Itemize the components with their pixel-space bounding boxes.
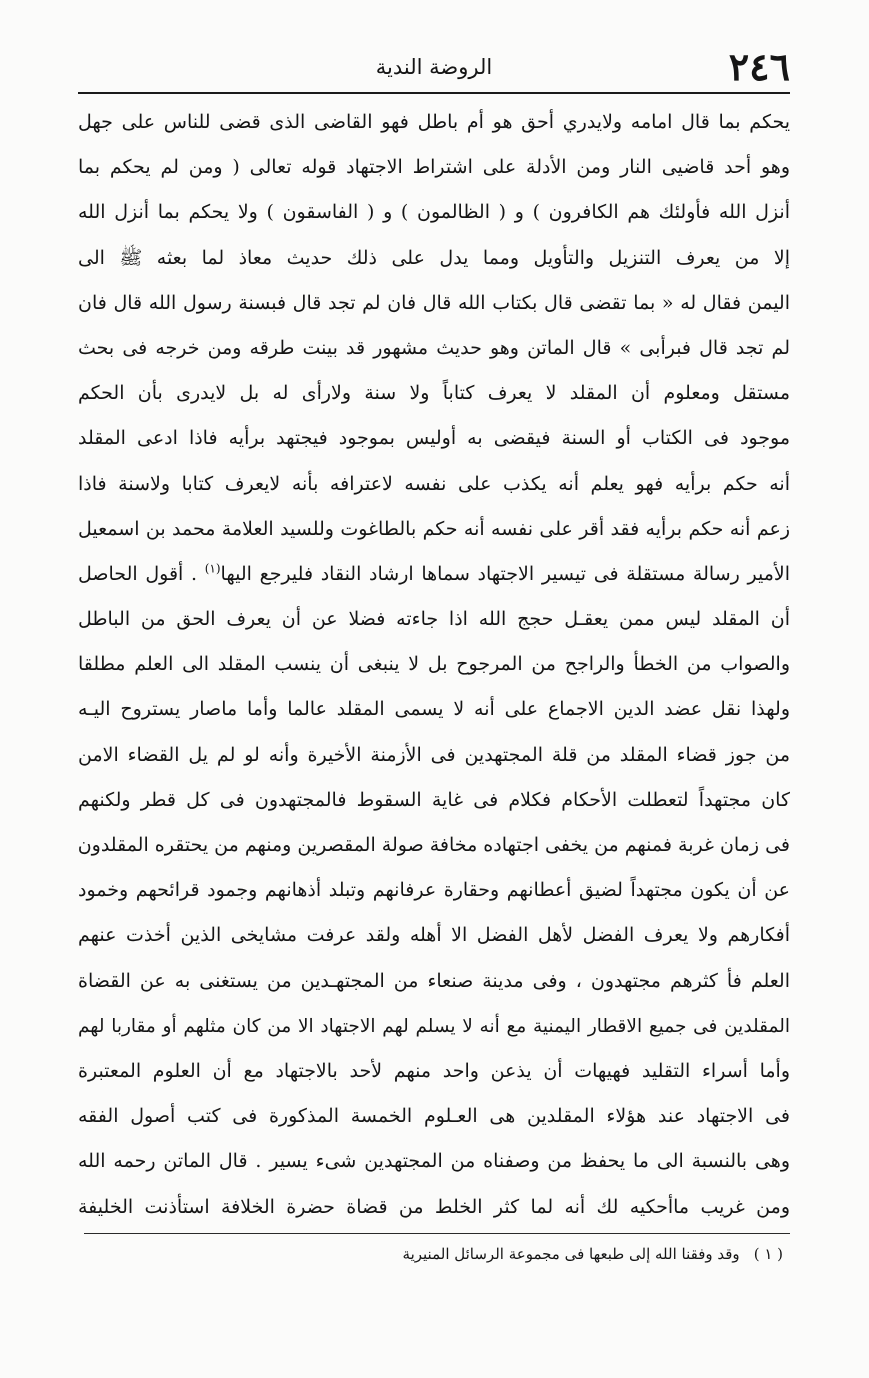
text-line: وهى بالنسبة الى ما يحفظ من وصفناه من المجتهدين شىء يسير . قال الماتن رحمه الله xyxy=(78,1150,790,1173)
text-line: العلم فأ كثرهم مجتهدون ، وفى مدينة صنعاء من المجتهـدين من يستغنى به عن القضاة xyxy=(78,969,790,992)
text-line: موجود فى الكتاب أو السنة فيقضى به أوليس بموجود فيجتهد برأيه فاذا ادعى المقلد xyxy=(78,427,790,450)
page-number: ٢٤٦ xyxy=(728,44,790,89)
text-line: ولهذا نقل عضد الدين الاجماع على أنه لا يسمى المقلد عالما وأما ماصار يستروح اليـه xyxy=(78,698,790,721)
text-line: إلا من يعرف التنزيل والتأويل ومما يدل على ذلك حديث معاذ لما بعثه ﷺ الى xyxy=(78,246,790,269)
running-title: الروضة الندية xyxy=(375,55,493,79)
text-line: أن المقلد ليس ممن يعقـل حجج الله اذا جاءته فضلا عن أن يعرف الحق من الباطل xyxy=(78,608,790,631)
text-line: وأما أسراء التقليد فهيهات أن يذعن واحد منهم لأحد بالاجتهاد مع أن العلوم المعتبرة xyxy=(78,1059,790,1082)
text-line: كان مجتهداً لتعطلت الأحكام فكلام فى غاية السقوط فالمجتهدون فى كل قطر ولكنهم xyxy=(78,788,790,811)
text-line: أنزل الله فأولئك هم الكافرون ) و ( الظالمون ) و ( الفاسقون ) ولا يحكم بما أنزل الله xyxy=(78,201,790,224)
text-line-with-footnote xyxy=(78,552,790,597)
header-rule xyxy=(78,92,790,94)
text-line: والصواب من الخطأ والراجح من المرجوح بل لا ينبغى أن ينسب المقلد الى العلم مطلقا xyxy=(78,653,790,676)
footnote xyxy=(403,1240,783,1268)
main-text xyxy=(78,100,790,1230)
text-segment: . أقول الحاصل xyxy=(78,562,198,585)
footnote-rule xyxy=(84,1233,790,1234)
text-line: مستقل ومعلوم أن المقلد لا يعرف كتاباً ولا سنة ولارأى له بل لايدرى بأن الحكم xyxy=(78,382,790,405)
text-line: يحكم بما قال امامه ولايدري أحق هو أم باطل فهو القاضى الذى قضى للناس على جهل xyxy=(78,111,790,133)
footnote-marker: (١) xyxy=(204,561,221,576)
text-segment: الأمير رسالة مستقلة فى تيسير الاجتهاد سماها ارشاد النقاد فليرجع اليها xyxy=(220,562,790,585)
page-header xyxy=(78,44,790,90)
text-line: المقلدين فى جميع الاقطار اليمنية مع أنه لا يسلم لهم الاجتهاد الا من كان مثلهم أو مقاربا لهم xyxy=(78,1015,790,1037)
text-line: اليمن فقال له « بما تقضى قال بكتاب الله قال فان لم تجد قال فبسنة رسول الله قال فان xyxy=(78,291,790,314)
text-line: لم تجد قال فبرأبى » قال الماتن وهو حديث مشهور قد بينت طرقه ومن خرجه فى بحث xyxy=(78,336,790,359)
footnote-text: وقد وفقنا الله إلى طبعها فى مجموعة الرسائل المنيرية xyxy=(402,1245,740,1263)
text-line: أنه حكم برأيه فهو يعلم أنه يكذب على نفسه لاعترافه بأنه لايعرف كتابا ولاسنة فاذا xyxy=(78,472,790,495)
footnote-number: ( ١ ) xyxy=(753,1245,783,1263)
text-line: وهو أحد قاضيى النار ومن الأدلة على اشتراط الاجتهاد قوله تعالى ( ومن لم يحكم بما xyxy=(78,156,790,179)
text-line: زعم أنه حكم برأيه فقد أقر على نفسه أنه حكم بالطاغوت وللسيد العلامة محمد بن اسمعيل xyxy=(78,517,790,540)
text-line: ومن غريب ماأحكيه لك أنه لما كثر الخلط من قضاة حضرة الخلافة استأذنت الخليفة xyxy=(78,1195,790,1218)
text-line: أفكارهم ولا يعرف الفضل لأهل الفضل الا أهله ولقد عرفت مشايخى الذين أخذت عنهم xyxy=(78,924,790,947)
text-line: فى زمان غربة فمنهم من يخفى اجتهاده مخافة صولة المقصرين ومنهم من يحتقره المقلدون xyxy=(78,834,790,856)
text-line: من جوز قضاء المقلد من قلة المجتهدين فى الأزمنة الأخيرة وأنه لو لم يل القضاء الامن xyxy=(78,743,790,766)
text-line: عن أن يكون مجتهداً لضيق أعطانهم وحقارة عرفانهم وتبلد أذهانهم وجمود قرائحهم وخمود xyxy=(78,879,790,902)
text-line: فى الاجتهاد عند هؤلاء المقلدين هى العـلوم الخمسة المذكورة فى كتب أصول الفقه xyxy=(78,1105,790,1128)
